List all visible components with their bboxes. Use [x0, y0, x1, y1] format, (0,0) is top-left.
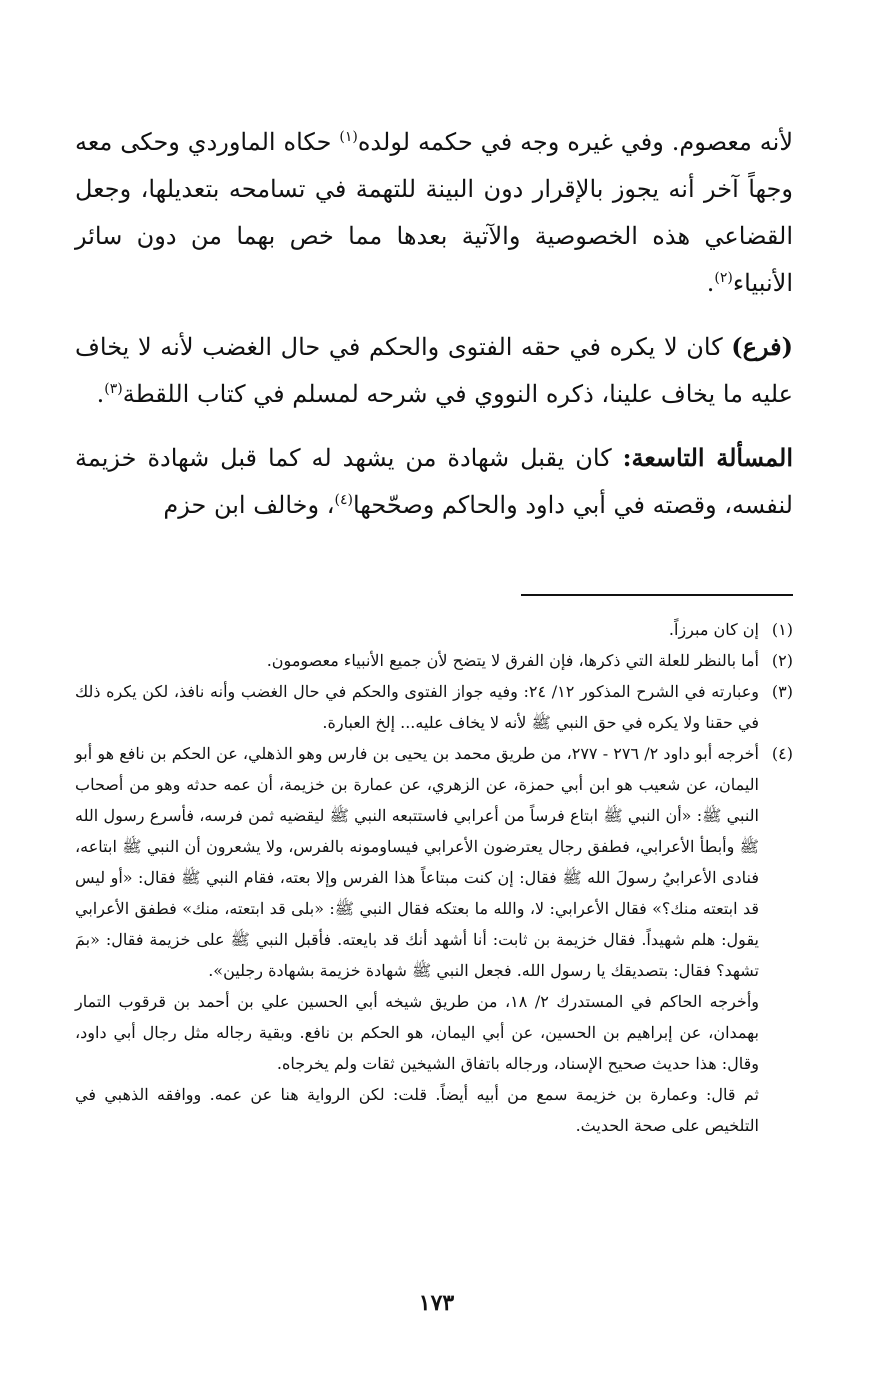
paragraph-1 — [75, 118, 793, 307]
footnote-3-text: وعبارته في الشرح المذكور ١٢/ ٢٤: وفيه جواز الفتوى والحكم في حال الغضب وأنه نافذ، لكن يكره ذلك في حقنا ولا يكره في حق النبي ﷺ لأنه لا يخاف عليه... إلخ العبارة. — [75, 682, 760, 732]
footnote-4-text-1: أخرجه أبو داود ٢/ ٢٧٦ - ٢٧٧، من طريق محمد بن يحيى بن فارس وهو الذهلي، عن الحكم بن نافع هو أبو اليمان، عن شعيب هو ابن أبي حمزة، عن الزهري، عن عمارة بن خزيمة، أن عمه حدثه وهو من أصحاب النبي ﷺ: «أن النبي ﷺ ابتاع فرساً من أعرابي فاستتبعه النبي ﷺ ليقضيه ثمن فرسه، فأسرع رسول الله ﷺ وأبطأ الأعرابي، فطفق رجال يعترضون الأعرابي فيساومونه بالفرس، ولا يشعرون أن النبي ﷺ ابتاعه، فنادى الأعرابيُ رسولَ الله ﷺ فقال: إن كنت مبتاعاً هذا الفرس وإلا بعته، فقام النبي ﷺ فقال: «أو ليس قد ابتعته منك؟» فقال الأعرابي: لا، والله ما بعتكه فقال النبي ﷺ: «بلى قد ابتعته، منك» فطفق الأعرابي يقول: هلم شهيداً. فقال خزيمة بن ثابت: أنا أشهد أنك قد بايعته. فأقبل النبي ﷺ على خزيمة فقال: «بمَ تشهد؟ فقال: بتصديقك يا رسول الله. فجعل النبي ﷺ شهادة خزيمة بشهادة رجلين». — [75, 744, 759, 980]
footnote-ref-1[interactable]: (١) — [339, 129, 358, 145]
paragraph-3-text-2: ، وخالف ابن حزم — [163, 491, 335, 519]
footnote-4-body — [75, 738, 759, 1141]
footnote-ref-3[interactable]: (٣) — [104, 381, 123, 397]
paragraph-1-text-3: . — [706, 269, 715, 297]
footnote-4-text-3: ثم قال: وعمارة بن خزيمة سمع من أبيه أيضاً. قلت: لكن الرواية هنا عن عمه. ووافقه الذهبي في التلخيص على صحة الحديث. — [75, 1085, 760, 1135]
paragraph-2 — [75, 323, 793, 418]
paragraph-3-text: كان يقبل شهادة من يشهد له كما قبل شهادة خزيمة لنفسه، وقصته في أبي داود والحاكم وصحّحها — [75, 444, 793, 519]
footnote-4 — [75, 738, 793, 1141]
footnote-4-text-2: وأخرجه الحاكم في المستدرك ٢/ ١٨، من طريق شيخه أبي الحسين علي بن أحمد بن قرقوب التمار بهمدان، عن إبراهيم بن الحسين، عن أبي اليمان، هو الحكم بن نافع. وبقية رجاله مثل رجال أبي داود، وقال: هذا حديث صحيح الإسناد، ورجاله باتفاق الشيخين ثقات ولم يخرجاه. — [75, 992, 759, 1073]
page-number: ١٧٣ — [418, 1290, 455, 1316]
footnote-1-number: (١) — [771, 620, 793, 639]
footnotes — [75, 614, 793, 1141]
footnote-3 — [75, 676, 793, 738]
footnote-1 — [75, 614, 793, 645]
footnote-2-body — [75, 645, 759, 676]
footnote-1-body — [75, 614, 759, 645]
footnote-4-number: (٤) — [771, 744, 793, 763]
paragraph-3 — [75, 434, 793, 529]
footnote-ref-2[interactable]: (٢) — [714, 270, 733, 286]
paragraph-2-lead: (فرع) — [731, 332, 793, 361]
paragraph-1-text: لأنه معصوم. وفي غيره وجه في حكمه لولده — [357, 128, 794, 156]
footnote-3-body — [75, 676, 759, 738]
footnote-2 — [75, 645, 793, 676]
footnote-3-number: (٣) — [771, 682, 793, 701]
footnote-2-number: (٢) — [771, 651, 793, 670]
paragraph-3-lead: المسألة التاسعة: — [622, 443, 793, 472]
paragraph-2-text: كان لا يكره في حقه الفتوى والحكم في حال الغضب لأنه لا يخاف عليه ما يخاف علينا، ذكره النووي في شرحه لمسلم في كتاب اللقطة — [75, 333, 793, 408]
footnote-ref-4[interactable]: (٤) — [334, 492, 353, 508]
paragraph-1-text-2: حكاه الماوردي وحكى معه وجهاً آخر أنه يجوز بالإقرار دون البينة للتهمة في تسامحه بتعديلها، وجعل القضاعي هذه الخصوصية والآتية بعدها مما خص بهما من دون سائر الأنبياء — [75, 128, 794, 297]
footnote-divider — [521, 594, 793, 596]
main-text — [75, 118, 793, 545]
footnote-1-text: إن كان مبرزاً. — [668, 620, 759, 639]
footnote-2-text: أما بالنظر للعلة التي ذكرها، فإن الفرق لا يتضح لأن جميع الأنبياء معصومون. — [266, 651, 759, 670]
paragraph-2-text-2: . — [96, 380, 105, 408]
